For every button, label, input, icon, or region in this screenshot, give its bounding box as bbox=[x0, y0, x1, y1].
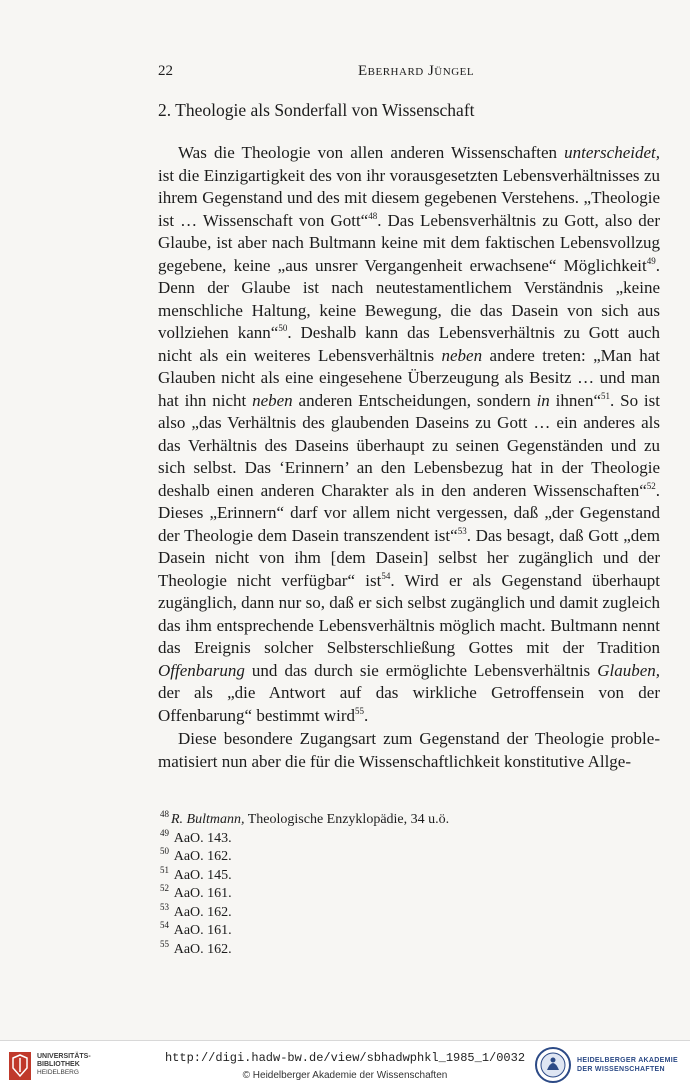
footnote bbox=[160, 885, 660, 904]
academy-seal-icon[interactable] bbox=[534, 1046, 572, 1084]
viewer-footer bbox=[0, 1040, 690, 1090]
text-run: Was die Theologie von allen anderen Wissenschaften bbox=[178, 143, 565, 162]
text-run: anderen Entscheidungen, sondern bbox=[292, 390, 537, 410]
footnote bbox=[160, 811, 660, 830]
emphasis-text: neben bbox=[441, 345, 483, 365]
library-name-line: BIBLIOTHEK bbox=[37, 1061, 80, 1068]
text-run: . So ist also „das Verhältnis des glaubenden Daseins zu Gott … ein anderes als das Verhältnis des Daseins überhaupt zu seinen Gegenständen und zu sich selbst. Das ‘Erinnern’ an den Lebensbezug hat in der Theologie deshalb einen anderen Charakter als in den anderen Wissenschaften“ bbox=[158, 390, 660, 500]
footnote bbox=[160, 864, 660, 886]
footnotes bbox=[160, 811, 660, 959]
footnote bbox=[160, 922, 660, 941]
text-run: . Dieses „Erinnern“ darf vor allem nicht vergessen, daß „der Gegenstand der Theologie dem Dasein transzendent ist“ bbox=[158, 480, 660, 545]
section-title: 2. Theologie als Sonderfall von Wissenschaft bbox=[158, 100, 475, 120]
footnote-author: R. Bultmann, bbox=[171, 812, 245, 827]
footnote-ref[interactable]: 49 bbox=[646, 255, 656, 266]
paragraph-1 bbox=[158, 142, 660, 727]
footnote-number: 49 bbox=[160, 827, 169, 838]
footnote-text: Theologische Enzyklopädie, 34 u.ö. bbox=[244, 812, 450, 827]
footnote-ref[interactable]: 51 bbox=[601, 390, 610, 401]
academy-name bbox=[577, 1056, 678, 1074]
footnote bbox=[160, 901, 660, 923]
footnote-text: AaO. 143. bbox=[173, 830, 232, 846]
academy-name-line: HEIDELBERGER AKADEMIE bbox=[577, 1057, 678, 1064]
library-name-line: UNIVERSITÄTS- bbox=[37, 1053, 91, 1060]
paragraph-2: Diese besondere Zugangsart zum Gegenstand der Theologie problematisiert nun aber die für die Wissenschaftlichkeit konstitutive Allge- bbox=[158, 729, 660, 771]
footnote-number: 51 bbox=[160, 864, 169, 875]
footnote-text: AaO. 161. bbox=[173, 886, 232, 901]
footnote-number: 48 bbox=[160, 809, 169, 819]
footnote-text: AaO. 145. bbox=[173, 867, 232, 883]
copyright-notice: © Heidelberger Akademie der Wissenschaften bbox=[242, 1070, 448, 1081]
footnote-text: AaO. 162. bbox=[173, 849, 232, 864]
footnote-ref[interactable]: 54 bbox=[381, 570, 391, 581]
text-run: ist die Einzigartigkeit des von ihr vorausgesetzten Lebensverhältnisses zu ihrem Gegenstand und des mit diesem gegebenen Verstehens. „Theologie ist … Wissenschaft von Gott“ bbox=[158, 165, 660, 230]
permalink-url[interactable]: http://digi.hadw-bw.de/view/sbhadwphkl_1985_1/0032 bbox=[164, 1051, 526, 1065]
seal-head bbox=[551, 1058, 556, 1063]
text-run: . Deshalb kann das Lebensverhältnis zu Gott auch nicht als ein weiteres Lebensverhältnis bbox=[158, 323, 660, 365]
page-header bbox=[158, 63, 530, 83]
footnote-ref[interactable]: 48 bbox=[368, 210, 378, 221]
emphasis-text: in bbox=[536, 390, 550, 410]
page-number: 22 bbox=[158, 63, 173, 79]
text-run: . bbox=[364, 705, 369, 725]
text-run: der als „die Antwort auf das wirkliche Getroffensein von der Offenbarung“ bestimmt wird bbox=[158, 683, 660, 725]
emphasis-text: neben bbox=[252, 390, 293, 410]
text-run: . Denn der Glaube ist nach neutestamentlichem Verständnis „keine menschliche Haltung, keine Bewegung, die das Dasein von sich aus vollziehen kann“ bbox=[158, 255, 660, 342]
emphasis-text: Offenbarung bbox=[158, 660, 245, 680]
emphasis-text: Glauben, bbox=[597, 660, 660, 680]
footnote-number: 50 bbox=[160, 846, 169, 856]
text-run: ihnen“ bbox=[549, 390, 601, 410]
text-run: . Wird er als Gegenstand überhaupt zugänglich, dann nur so, daß er sich selbst zugänglich und damit zugleich das ihm entsprechende Lebensverhältnis möglich macht. Bultmann nennt das Ereignis solcher Selbsterschließung Gottes mit der Tradition bbox=[158, 570, 660, 657]
footnote-text: AaO. 162. bbox=[173, 904, 232, 920]
footnote-ref[interactable]: 55 bbox=[355, 705, 365, 716]
running-head: Eberhard Jüngel bbox=[358, 63, 475, 79]
library-name-line: HEIDELBERG bbox=[37, 1069, 79, 1076]
text-run: andere treten: „Man hat Glauben nicht als eine eingesehene Überzeugung als Besitz … und man hat ihn nicht bbox=[158, 345, 660, 410]
text-run: . Das Lebensverhältnis zu Gott, also der Glaube, ist aber nach Bultmann keine mit dem faktischen Lebensvollzug gegebene, keine „aus unsrer Vergangenheit erwachsene“ Möglichkeit bbox=[158, 210, 660, 275]
footnote-ref[interactable]: 50 bbox=[278, 323, 288, 333]
footnote bbox=[160, 938, 660, 960]
footnote-ref[interactable]: 52 bbox=[646, 480, 656, 491]
footnote-number: 53 bbox=[160, 901, 169, 912]
text-run: . Das besagt, daß Gott „dem Dasein nicht von ihm [dem Dasein] selbst her zugänglich und der Theologie nicht verfügbar“ ist bbox=[158, 525, 661, 590]
footnote-number: 52 bbox=[160, 883, 169, 893]
footnote-number: 54 bbox=[160, 920, 169, 930]
footnote bbox=[160, 827, 660, 849]
footnote-number: 55 bbox=[160, 938, 169, 949]
footnote-text: AaO. 162. bbox=[173, 941, 232, 957]
text-run: und das durch sie ermöglichte Lebensverhältnis bbox=[244, 660, 598, 680]
academy-name-line: DER WISSENSCHAFTEN bbox=[577, 1066, 665, 1073]
footnote-ref[interactable]: 53 bbox=[457, 525, 467, 536]
emphasis-text: unterscheidet, bbox=[564, 143, 660, 162]
footnote bbox=[160, 848, 660, 867]
body-text bbox=[158, 142, 660, 773]
footnote-text: AaO. 161. bbox=[173, 923, 232, 938]
